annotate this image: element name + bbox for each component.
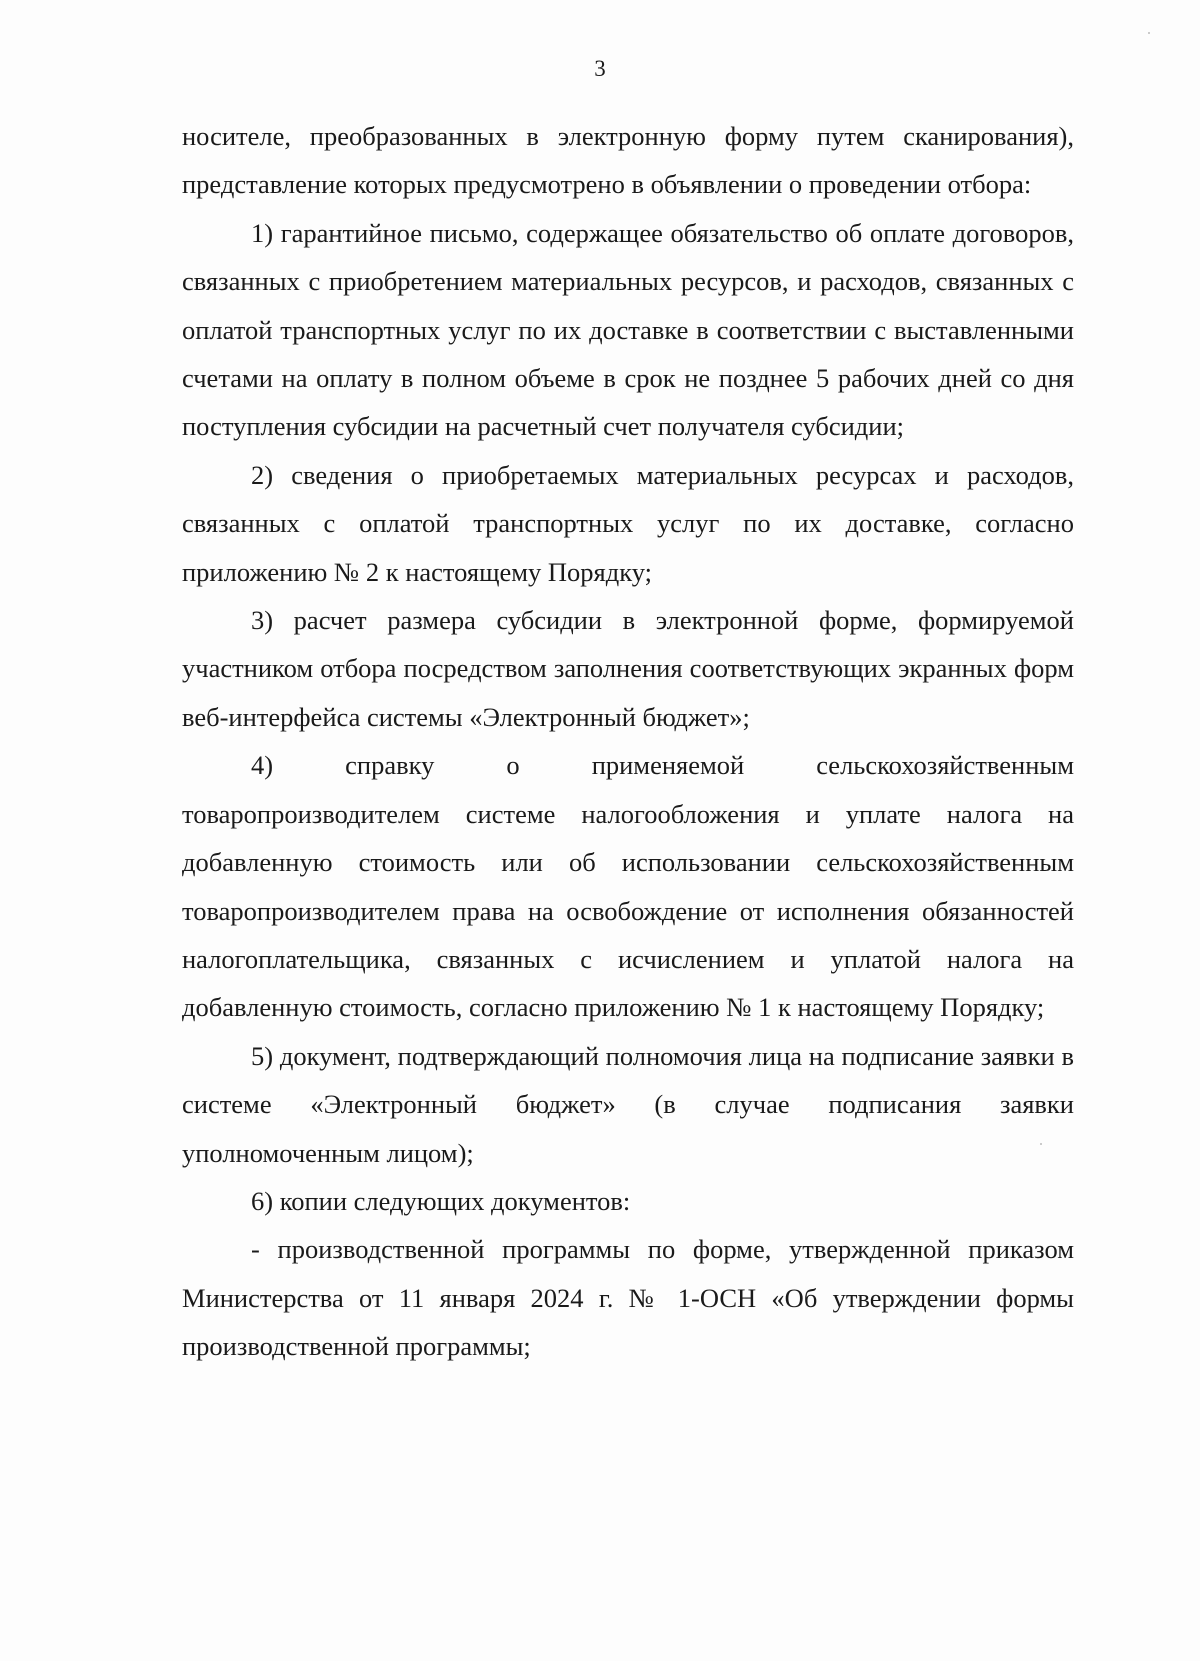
- paragraph-item-4: 4) справку о применяемой сельскохозяйственным товаропроизводителем системе налогообложения и уплате налога на добавленную стоимость или об использовании сельскохозяйственным товаропроизводителем права на освобождение от исполнения обязанностей налогоплательщика, связанных с исчислением и уплатой налога на добавленную стоимость, согласно приложению № 1 к настоящему Порядку;: [182, 750, 1074, 1023]
- paragraph-intro: носителе, преобразованных в электронную форму путем сканирования), представление которых предусмотрено в объявлении о проведении отбора:: [182, 121, 1074, 200]
- paragraph-subitem-program: - производственной программы по форме, утвержденной приказом Министерства от 11 января 2024 г. № 1-ОСН «Об утверждении формы производственной программы;: [182, 1234, 1074, 1362]
- paragraph-item-1: 1) гарантийное письмо, содержащее обязательство об оплате договоров, связанных с приобретением материальных ресурсов, и расходов, связанных с оплатой транспортных услуг по их доставке в соответствии с выставленными счетами на оплату в полном объеме в срок не позднее 5 рабочих дней со дня поступления субсидии на расчетный счет получателя субсидии;: [182, 217, 1074, 442]
- paragraph-item-3: 3) расчет размера субсидии в электронной форме, формируемой участником отбора посредством заполнения соответствующих экранных форм веб-интерфейса системы «Электронный бюджет»;: [182, 605, 1074, 732]
- paragraph-item-6: 6) копии следующих документов:: [251, 1185, 631, 1216]
- scan-artifact: [1148, 32, 1150, 34]
- scan-artifact: [1040, 1143, 1042, 1145]
- document-body: [182, 112, 1074, 1371]
- paragraph-item-5: 5) документ, подтверждающий полномочия лица на подписание заявки в системе «Электронный бюджет» (в случае подписания заявки уполномоченным лицом);: [182, 1040, 1074, 1168]
- paragraph-item-2: 2) сведения о приобретаемых материальных ресурсах и расходов, связанных с оплатой транспортных услуг по их доставке, согласно приложению № 2 к настоящему Порядку;: [182, 459, 1074, 587]
- page-number: 3: [594, 56, 606, 81]
